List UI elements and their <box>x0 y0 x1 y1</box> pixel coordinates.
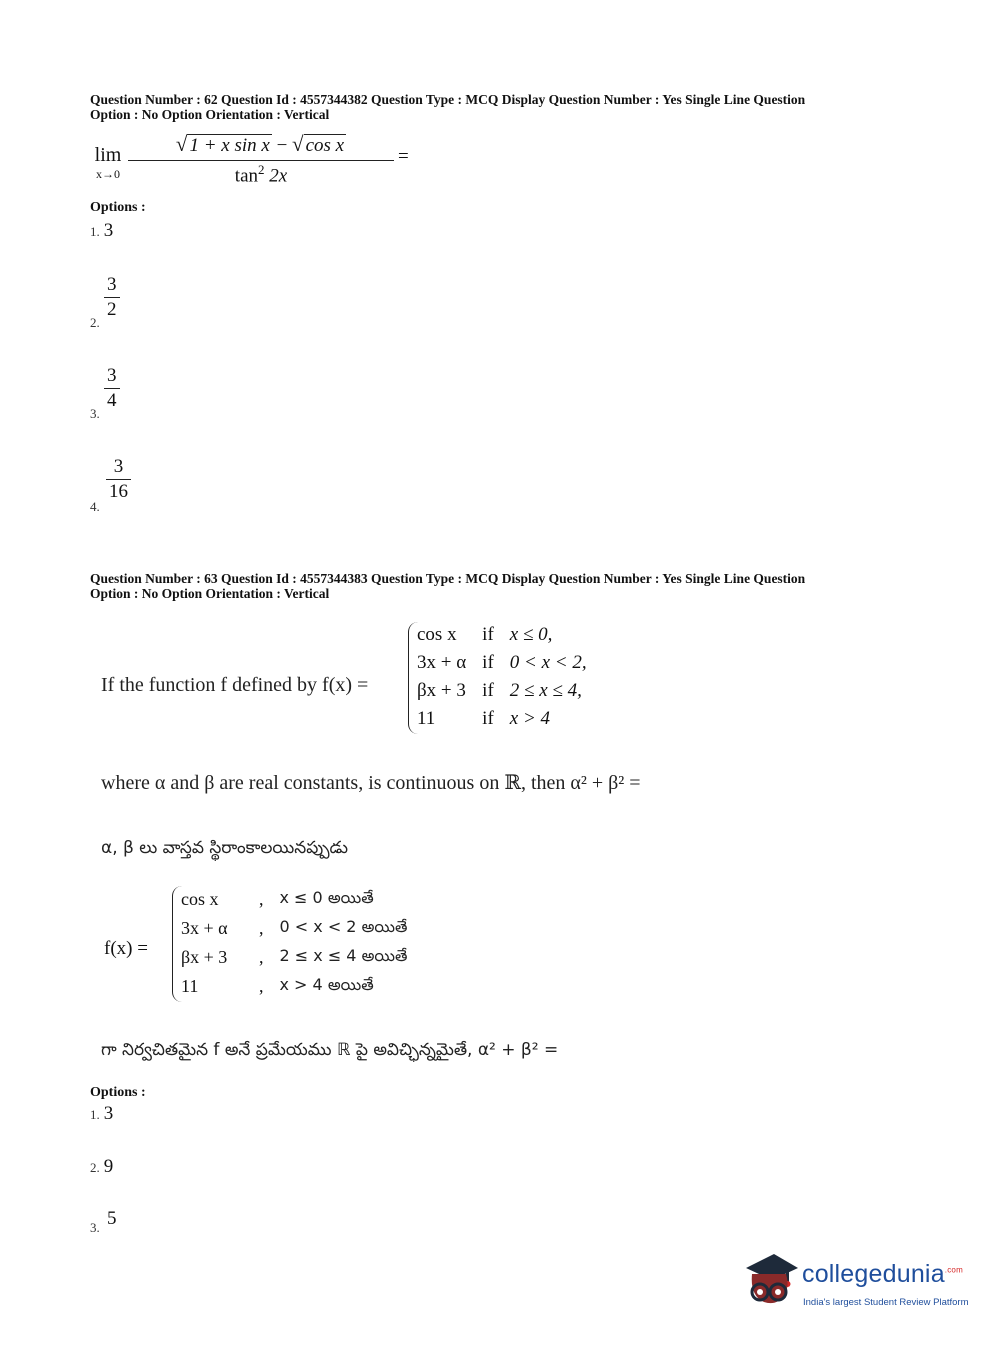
case-cond: x ≤ 0, <box>509 624 553 645</box>
case-row <box>173 973 415 1002</box>
q62-options-label: Options : <box>90 200 146 215</box>
case-if: if <box>482 680 494 701</box>
case-cond: 0 < x < 2, <box>509 652 587 673</box>
q62-limit-expression <box>90 132 409 192</box>
option-number: 3. <box>90 1220 100 1235</box>
option-fraction <box>104 273 120 322</box>
option-value: 5 <box>107 1208 117 1229</box>
fraction-denominator: 16 <box>109 481 128 502</box>
option-number: 4. <box>90 499 100 514</box>
case-if: if <box>482 652 494 673</box>
q62-header-line2: Option : No Option Orientation : Vertical <box>90 107 330 122</box>
logo-name <box>802 1260 963 1289</box>
q63-cases-table-te <box>173 886 415 1002</box>
case-if: if <box>482 624 494 645</box>
case-cond: x > 4 <box>509 708 551 729</box>
case-row <box>173 944 415 973</box>
q62-denominator <box>128 162 394 187</box>
case-expr: 3x + α <box>181 918 228 938</box>
case-sep: , <box>259 918 264 938</box>
case-expr: βx + 3 <box>181 947 228 967</box>
q62-option-3[interactable] <box>90 364 150 424</box>
option-fraction <box>106 455 131 504</box>
q63-statement: where α and β are real constants, is continuous on ℝ, then α² + β² = <box>101 772 641 794</box>
fraction-denominator: 2 <box>107 299 117 320</box>
fraction-denominator: 4 <box>107 390 117 411</box>
q62-option-4[interactable] <box>90 455 150 517</box>
case-cond: 2 ≤ x ≤ 4 అయితే <box>279 946 408 965</box>
option-value: 9 <box>103 1156 114 1177</box>
case-sep: , <box>259 947 264 967</box>
q62-limit-word: lim <box>94 144 122 166</box>
collegedunia-logo <box>742 1250 972 1320</box>
case-row <box>409 706 595 734</box>
case-cond: 0 < x < 2 అయితే <box>279 917 408 936</box>
case-expr: 3x + α <box>417 652 467 673</box>
case-row <box>409 622 595 650</box>
case-expr: βx + 3 <box>417 680 466 701</box>
q62-header <box>90 92 910 122</box>
fraction-numerator: 3 <box>104 273 120 298</box>
case-row <box>173 915 415 944</box>
q62-equals: = <box>398 146 409 167</box>
q63-header-line2: Option : No Option Orientation : Vertical <box>90 586 330 601</box>
q63-telugu-line2: గా నిర్వచితమైన f అనే ప్రమేయము ℝ పై అవిచ్ఛిన్నమైతే, α² + β² = <box>101 1040 559 1060</box>
q63-cases-table-en <box>409 622 595 734</box>
case-row <box>409 678 595 706</box>
q63-option-3[interactable] <box>90 1208 130 1240</box>
q62-fraction-bar <box>128 160 394 161</box>
q63-option-1[interactable] <box>90 1103 113 1125</box>
case-expr: 11 <box>181 976 199 996</box>
q63-header-line1: Question Number : 63 Question Id : 4557344383 Question Type : MCQ Display Question Number : Yes Single Line Question <box>90 571 806 586</box>
case-expr: 11 <box>417 708 436 729</box>
option-number: 1. <box>90 224 100 239</box>
case-row <box>409 650 595 678</box>
q62-limit <box>90 144 126 182</box>
case-row <box>173 886 415 915</box>
q62-den-text: tan <box>234 165 259 187</box>
option-value: 3 <box>103 1103 114 1124</box>
q62-num-term1: 1 + x sin x <box>189 135 270 156</box>
q63-options-label: Options : <box>90 1085 146 1100</box>
q63-piecewise-en <box>408 622 595 734</box>
case-cond: x ≤ 0 అయితే <box>279 888 374 907</box>
q62-header-line1: Question Number : 62 Question Id : 4557344382 Question Type : MCQ Display Question Number : Yes Single Line Question <box>90 92 806 107</box>
logo-suffix: .com <box>944 1265 963 1275</box>
q63-intro: If the function f defined by f(x) = <box>101 674 369 696</box>
case-expr: cos x <box>417 624 457 645</box>
case-cond: x > 4 అయితే <box>279 975 374 994</box>
option-number: 2. <box>90 315 100 330</box>
q63-header <box>90 571 910 601</box>
q63-option-2[interactable] <box>90 1156 113 1178</box>
q63-telugu-fx: f(x) = <box>104 938 148 959</box>
q62-option-2[interactable] <box>90 273 150 333</box>
q62-minus: − <box>276 135 288 156</box>
q62-limit-sub: x→0 <box>96 167 120 181</box>
case-sep: , <box>259 976 264 996</box>
q63-telugu-line1: α, β లు వాస్తవ స్థిరాంకాలయినప్పుడు <box>101 838 348 858</box>
case-cond: 2 ≤ x ≤ 4, <box>509 680 582 701</box>
q62-den-arg: 2x <box>269 165 288 187</box>
q63-piecewise-te <box>172 886 415 1002</box>
option-value: 3 <box>103 220 114 241</box>
fraction-numerator: 3 <box>104 364 120 389</box>
logo-tagline: India's largest Student Review Platform <box>803 1297 969 1308</box>
logo-name-text: collegedunia <box>802 1260 945 1288</box>
option-number: 2. <box>90 1160 100 1175</box>
case-sep: , <box>259 889 264 909</box>
q62-num-term2: cos x <box>305 135 345 156</box>
q62-den-exp: 2 <box>258 162 265 177</box>
option-number: 3. <box>90 406 100 421</box>
q62-numerator: √ 1 + x sin x − √ cos x <box>175 132 345 156</box>
option-number: 1. <box>90 1107 100 1122</box>
fraction-numerator: 3 <box>106 455 131 480</box>
case-expr: cos x <box>181 889 219 909</box>
q62-option-1[interactable] <box>90 220 113 242</box>
option-fraction <box>104 364 120 413</box>
mascot-icon <box>742 1250 800 1312</box>
case-if: if <box>482 708 494 729</box>
